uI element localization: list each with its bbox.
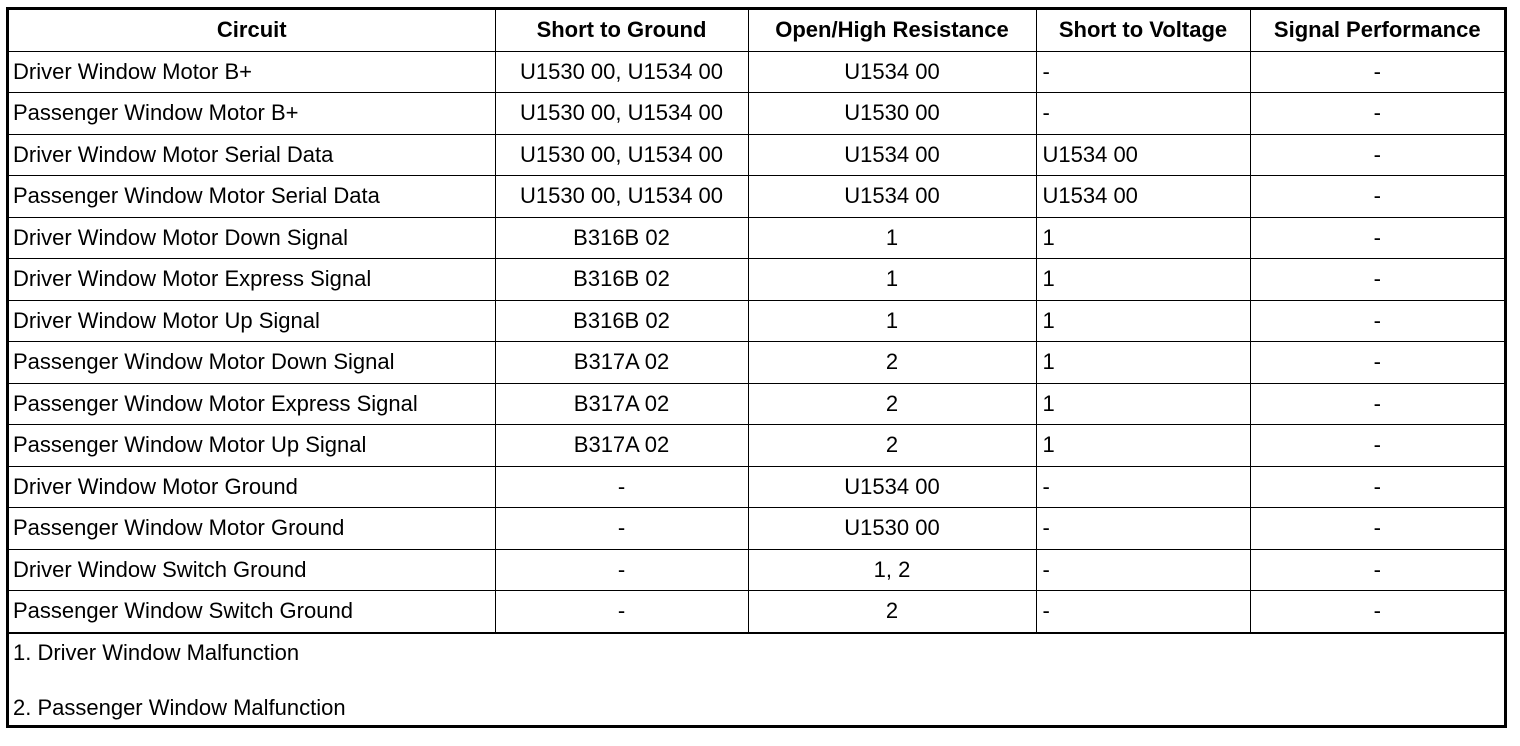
cell-short-to-ground: U1530 00, U1534 00 <box>495 93 748 135</box>
cell-signal-performance: - <box>1250 134 1504 176</box>
table-row <box>9 508 1504 550</box>
cell-short-to-voltage: 1 <box>1036 259 1250 301</box>
cell-circuit: Passenger Window Motor Express Signal <box>9 383 495 425</box>
cell-circuit: Driver Window Motor Express Signal <box>9 259 495 301</box>
cell-open-high-resistance: U1530 00 <box>748 93 1036 135</box>
table-row <box>9 51 1504 93</box>
cell-circuit: Passenger Window Motor Up Signal <box>9 425 495 467</box>
header-open-high-resistance: Open/High Resistance <box>748 10 1036 51</box>
table-body <box>9 51 1504 632</box>
cell-open-high-resistance: U1534 00 <box>748 134 1036 176</box>
cell-circuit: Passenger Window Motor Ground <box>9 508 495 550</box>
cell-signal-performance: - <box>1250 259 1504 301</box>
cell-short-to-ground: B316B 02 <box>495 259 748 301</box>
cell-short-to-voltage: 1 <box>1036 217 1250 259</box>
cell-short-to-ground: - <box>495 508 748 550</box>
cell-short-to-voltage: - <box>1036 508 1250 550</box>
cell-open-high-resistance: 2 <box>748 425 1036 467</box>
cell-short-to-voltage: 1 <box>1036 300 1250 342</box>
cell-signal-performance: - <box>1250 176 1504 218</box>
table-row <box>9 300 1504 342</box>
cell-open-high-resistance: 1 <box>748 217 1036 259</box>
table-row <box>9 217 1504 259</box>
cell-open-high-resistance: U1534 00 <box>748 176 1036 218</box>
cell-short-to-ground: B316B 02 <box>495 300 748 342</box>
table-row <box>9 93 1504 135</box>
cell-short-to-ground: B317A 02 <box>495 383 748 425</box>
cell-open-high-resistance: 2 <box>748 342 1036 384</box>
cell-signal-performance: - <box>1250 217 1504 259</box>
cell-open-high-resistance: U1530 00 <box>748 508 1036 550</box>
cell-short-to-voltage: U1534 00 <box>1036 176 1250 218</box>
cell-short-to-ground: U1530 00, U1534 00 <box>495 176 748 218</box>
table-header-row <box>9 10 1504 51</box>
table-row <box>9 383 1504 425</box>
header-signal-performance: Signal Performance <box>1250 10 1504 51</box>
cell-short-to-voltage: - <box>1036 591 1250 633</box>
cell-circuit: Driver Window Motor B+ <box>9 51 495 93</box>
table-row <box>9 425 1504 467</box>
cell-short-to-ground: - <box>495 466 748 508</box>
table-row <box>9 466 1504 508</box>
dtc-table-container <box>6 7 1507 728</box>
cell-signal-performance: - <box>1250 425 1504 467</box>
cell-signal-performance: - <box>1250 466 1504 508</box>
footnotes <box>9 633 1504 725</box>
cell-open-high-resistance: U1534 00 <box>748 466 1036 508</box>
cell-circuit: Driver Window Motor Serial Data <box>9 134 495 176</box>
cell-short-to-voltage: U1534 00 <box>1036 134 1250 176</box>
circuit-dtc-table <box>9 10 1504 633</box>
cell-circuit: Passenger Window Motor Serial Data <box>9 176 495 218</box>
cell-open-high-resistance: 1 <box>748 300 1036 342</box>
cell-signal-performance: - <box>1250 51 1504 93</box>
footnote-1: 1. Driver Window Malfunction <box>13 639 300 665</box>
cell-short-to-voltage: - <box>1036 51 1250 93</box>
cell-open-high-resistance: 1 <box>748 259 1036 301</box>
cell-short-to-voltage: - <box>1036 466 1250 508</box>
table-row <box>9 176 1504 218</box>
header-short-to-ground: Short to Ground <box>495 10 748 51</box>
table-row <box>9 134 1504 176</box>
cell-circuit: Driver Window Motor Up Signal <box>9 300 495 342</box>
cell-circuit: Passenger Window Switch Ground <box>9 591 495 633</box>
table-row <box>9 259 1504 301</box>
cell-circuit: Driver Window Motor Down Signal <box>9 217 495 259</box>
cell-short-to-voltage: - <box>1036 549 1250 591</box>
cell-circuit: Passenger Window Motor B+ <box>9 93 495 135</box>
cell-open-high-resistance: U1534 00 <box>748 51 1036 93</box>
cell-circuit: Driver Window Motor Ground <box>9 466 495 508</box>
cell-signal-performance: - <box>1250 508 1504 550</box>
cell-short-to-ground: B317A 02 <box>495 425 748 467</box>
cell-signal-performance: - <box>1250 591 1504 633</box>
cell-short-to-ground: U1530 00, U1534 00 <box>495 51 748 93</box>
header-short-to-voltage: Short to Voltage <box>1036 10 1250 51</box>
cell-signal-performance: - <box>1250 383 1504 425</box>
table-row <box>9 342 1504 384</box>
cell-short-to-ground: B317A 02 <box>495 342 748 384</box>
cell-signal-performance: - <box>1250 93 1504 135</box>
cell-short-to-voltage: - <box>1036 93 1250 135</box>
cell-short-to-ground: - <box>495 549 748 591</box>
header-circuit: Circuit <box>9 10 495 51</box>
cell-open-high-resistance: 2 <box>748 591 1036 633</box>
cell-short-to-ground: - <box>495 591 748 633</box>
cell-circuit: Driver Window Switch Ground <box>9 549 495 591</box>
cell-open-high-resistance: 2 <box>748 383 1036 425</box>
cell-short-to-ground: U1530 00, U1534 00 <box>495 134 748 176</box>
cell-signal-performance: - <box>1250 300 1504 342</box>
cell-open-high-resistance: 1, 2 <box>748 549 1036 591</box>
cell-circuit: Passenger Window Motor Down Signal <box>9 342 495 384</box>
cell-signal-performance: - <box>1250 549 1504 591</box>
cell-short-to-voltage: 1 <box>1036 425 1250 467</box>
table-row <box>9 591 1504 633</box>
cell-short-to-ground: B316B 02 <box>495 217 748 259</box>
cell-short-to-voltage: 1 <box>1036 383 1250 425</box>
table-row <box>9 549 1504 591</box>
cell-signal-performance: - <box>1250 342 1504 384</box>
footnote-2: 2. Passenger Window Malfunction <box>13 694 346 720</box>
cell-short-to-voltage: 1 <box>1036 342 1250 384</box>
